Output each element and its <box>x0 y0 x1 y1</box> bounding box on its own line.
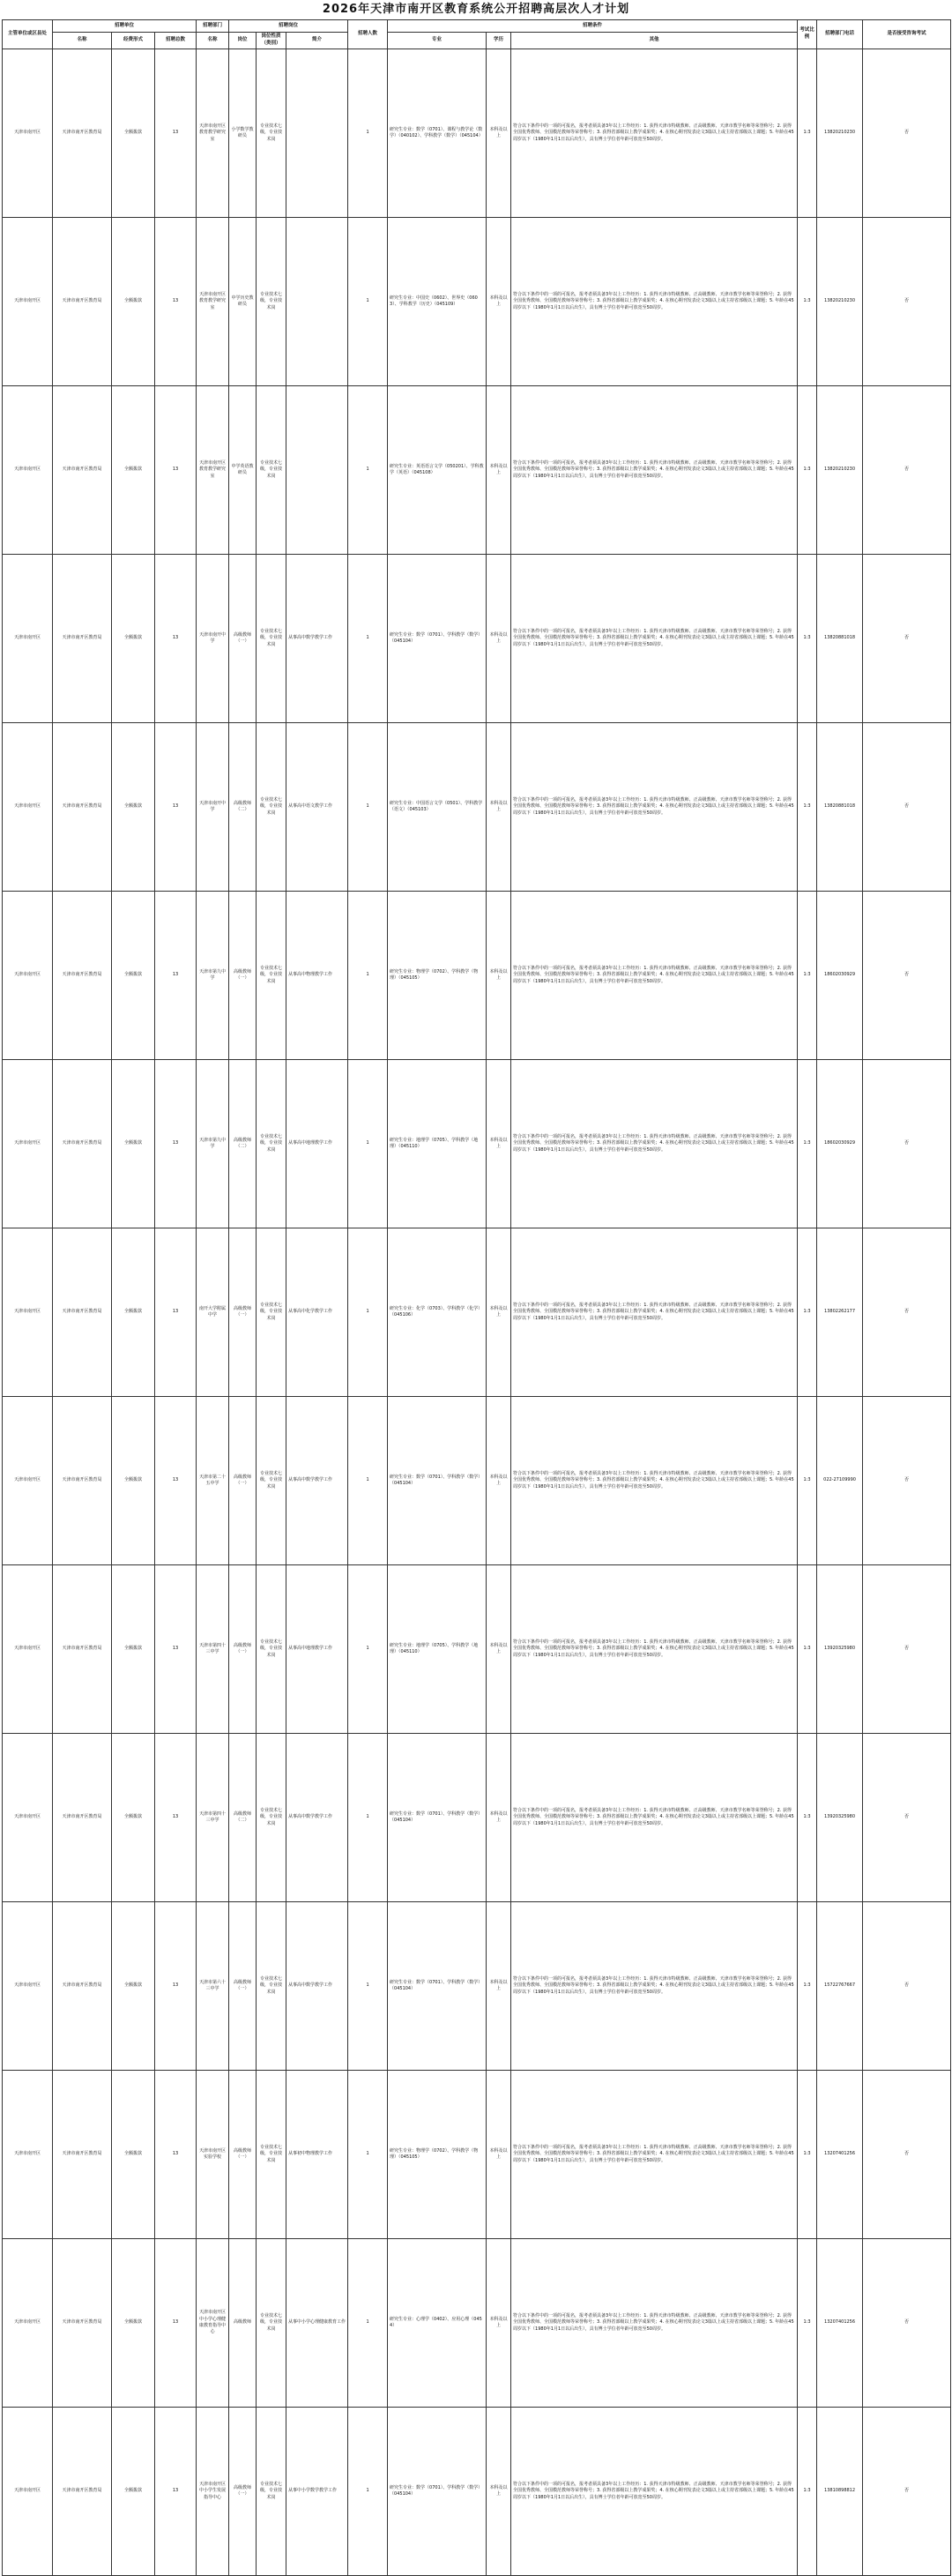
cell-phone: 13820210230 <box>817 217 863 385</box>
cell-superior: 天津市南开区 <box>3 891 53 1059</box>
cell-post-name: 高级教师（一） <box>229 1396 257 1564</box>
cell-superior: 天津市南开区 <box>3 1901 53 2070</box>
cell-superior: 天津市南开区 <box>3 1396 53 1564</box>
cell-other: 符合以下条件中的一项的可报名，报考者须具备3年以上工作经历：1. 获得天津市特级教师、正高级教师、天津市教学名师等荣誉称号；2. 获得全国优秀教师、全国模范教师等荣誉称号；3. 获得省部级以上教学成果奖；4. 在核心期刊发表论文3篇以上或主持省部级以上课题；5. 年龄在45周岁以下（1980年1月1日以后出生），具有博士学位者年龄可放宽至50周岁。 <box>511 1733 798 1901</box>
cell-unit-name: 天津市南开区教育局 <box>53 722 112 891</box>
cell-exam: 1:3 <box>798 722 817 891</box>
cell-consult: 否 <box>863 49 951 217</box>
cell-exam: 1:3 <box>798 2238 817 2407</box>
cell-brief: 从事高中地理教学工作 <box>286 1564 348 1733</box>
header-brief: 简介 <box>286 33 348 49</box>
cell-education: 本科及以上 <box>487 554 511 722</box>
cell-brief: 从事中小学心理健康教育工作 <box>286 2238 348 2407</box>
table-row <box>3 1396 951 1564</box>
cell-funding: 全额拨款 <box>112 2070 155 2238</box>
cell-phone: 13207401256 <box>817 2070 863 2238</box>
cell-other: 符合以下条件中的一项的可报名，报考者须具备3年以上工作经历：1. 获得天津市特级教师、正高级教师、天津市教学名师等荣誉称号；2. 获得全国优秀教师、全国模范教师等荣誉称号；3. 获得省部级以上教学成果奖；4. 在核心期刊发表论文3篇以上或主持省部级以上课题；5. 年龄在45周岁以下（1980年1月1日以后出生），具有博士学位者年龄可放宽至50周岁。 <box>511 554 798 722</box>
cell-total: 13 <box>155 2238 197 2407</box>
cell-post-name: 高级教师（一） <box>229 2407 257 2575</box>
cell-superior: 天津市南开区 <box>3 2070 53 2238</box>
header-other: 其他 <box>511 33 798 49</box>
cell-brief: 从事高中数学教学工作 <box>286 1733 348 1901</box>
cell-count: 1 <box>348 385 388 554</box>
cell-post-name: 高级教师（二） <box>229 1733 257 1901</box>
header-major: 专业 <box>388 33 487 49</box>
cell-major: 研究生专业：中国语言文学（0501）、学科教学（语文）（045103） <box>388 722 487 891</box>
cell-exam: 1:3 <box>798 891 817 1059</box>
cell-post-type: 专业技术七级，专业技术岗 <box>257 217 286 385</box>
cell-dept-name: 天津市第四十三中学 <box>197 1564 229 1733</box>
header-dept-name: 名称 <box>197 33 229 49</box>
cell-major: 研究生专业：地理学（0705）、学科教学（地理）（045110） <box>388 1059 487 1228</box>
cell-unit-name: 天津市南开区教育局 <box>53 49 112 217</box>
cell-post-name: 高级教师（二） <box>229 722 257 891</box>
cell-other: 符合以下条件中的一项的可报名，报考者须具备3年以上工作经历：1. 获得天津市特级教师、正高级教师、天津市教学名师等荣誉称号；2. 获得全国优秀教师、全国模范教师等荣誉称号；3. 获得省部级以上教学成果奖；4. 在核心期刊发表论文3篇以上或主持省部级以上课题；5. 年龄在45周岁以下（1980年1月1日以后出生），具有博士学位者年龄可放宽至50周岁。 <box>511 2238 798 2407</box>
cell-funding: 全额拨款 <box>112 49 155 217</box>
table-row <box>3 891 951 1059</box>
cell-total: 13 <box>155 49 197 217</box>
cell-dept-name: 天津市南开中学 <box>197 722 229 891</box>
cell-exam: 1:3 <box>798 1564 817 1733</box>
cell-major: 研究生专业：数学（0701）、学科教学（数学）（045104） <box>388 1733 487 1901</box>
cell-dept-name: 天津市第六十三中学 <box>197 1901 229 2070</box>
table-row <box>3 2238 951 2407</box>
header-consult: 是否接受咨询考试 <box>863 20 951 49</box>
cell-total: 13 <box>155 2407 197 2575</box>
cell-total: 13 <box>155 722 197 891</box>
cell-unit-name: 天津市南开区教育局 <box>53 554 112 722</box>
cell-unit-name: 天津市南开区教育局 <box>53 1901 112 2070</box>
cell-dept-name: 天津市第九中学 <box>197 891 229 1059</box>
header-phone: 招聘部门电话 <box>817 20 863 49</box>
cell-unit-name: 天津市南开区教育局 <box>53 2238 112 2407</box>
cell-unit-name: 天津市南开区教育局 <box>53 2070 112 2238</box>
cell-phone: 13920325980 <box>817 1564 863 1733</box>
cell-count: 1 <box>348 1733 388 1901</box>
cell-major: 研究生专业：数学（0701）、学科教学（数学）（045104） <box>388 2407 487 2575</box>
cell-post-type: 专业技术七级，专业技术岗 <box>257 385 286 554</box>
cell-brief <box>286 217 348 385</box>
cell-count: 1 <box>348 1564 388 1733</box>
cell-count: 1 <box>348 1396 388 1564</box>
cell-unit-name: 天津市南开区教育局 <box>53 1228 112 1396</box>
cell-major: 研究生专业：数学（0701）、学科教学（数学）（045104） <box>388 554 487 722</box>
cell-consult: 否 <box>863 2070 951 2238</box>
cell-total: 13 <box>155 1396 197 1564</box>
cell-other: 符合以下条件中的一项的可报名，报考者须具备3年以上工作经历：1. 获得天津市特级教师、正高级教师、天津市教学名师等荣誉称号；2. 获得全国优秀教师、全国模范教师等荣誉称号；3. 获得省部级以上教学成果奖；4. 在核心期刊发表论文3篇以上或主持省部级以上课题；5. 年龄在45周岁以下（1980年1月1日以后出生），具有博士学位者年龄可放宽至50周岁。 <box>511 49 798 217</box>
header-education: 学历 <box>487 33 511 49</box>
cell-education: 本科及以上 <box>487 49 511 217</box>
cell-education: 本科及以上 <box>487 2070 511 2238</box>
cell-post-name: 高级教师（一） <box>229 1228 257 1396</box>
cell-post-type: 专业技术七级，专业技术岗 <box>257 2238 286 2407</box>
cell-superior: 天津市南开区 <box>3 722 53 891</box>
cell-major: 研究生专业：化学（0703）、学科教学（化学）（045106） <box>388 1228 487 1396</box>
cell-exam: 1:3 <box>798 49 817 217</box>
cell-unit-name: 天津市南开区教育局 <box>53 2407 112 2575</box>
cell-total: 13 <box>155 217 197 385</box>
cell-other: 符合以下条件中的一项的可报名，报考者须具备3年以上工作经历：1. 获得天津市特级教师、正高级教师、天津市教学名师等荣誉称号；2. 获得全国优秀教师、全国模范教师等荣誉称号；3. 获得省部级以上教学成果奖；4. 在核心期刊发表论文3篇以上或主持省部级以上课题；5. 年龄在45周岁以下（1980年1月1日以后出生），具有博士学位者年龄可放宽至50周岁。 <box>511 1396 798 1564</box>
cell-total: 13 <box>155 1733 197 1901</box>
cell-count: 1 <box>348 2070 388 2238</box>
header-unit-name: 名称 <box>53 33 112 49</box>
cell-post-name: 高级教师（一） <box>229 554 257 722</box>
cell-consult: 否 <box>863 217 951 385</box>
cell-total: 13 <box>155 891 197 1059</box>
cell-exam: 1:3 <box>798 1733 817 1901</box>
cell-post-type: 专业技术七级，专业技术岗 <box>257 722 286 891</box>
cell-post-type: 专业技术七级，专业技术岗 <box>257 2070 286 2238</box>
cell-phone: 18602030929 <box>817 1059 863 1228</box>
cell-superior: 天津市南开区 <box>3 2238 53 2407</box>
cell-unit-name: 天津市南开区教育局 <box>53 1733 112 1901</box>
cell-dept-name: 天津市南开区实验学校 <box>197 2070 229 2238</box>
cell-funding: 全额拨款 <box>112 554 155 722</box>
cell-exam: 1:3 <box>798 1059 817 1228</box>
cell-brief: 从事高中语文教学工作 <box>286 722 348 891</box>
cell-exam: 1:3 <box>798 554 817 722</box>
cell-consult: 否 <box>863 385 951 554</box>
cell-other: 符合以下条件中的一项的可报名，报考者须具备3年以上工作经历：1. 获得天津市特级教师、正高级教师、天津市教学名师等荣誉称号；2. 获得全国优秀教师、全国模范教师等荣誉称号；3. 获得省部级以上教学成果奖；4. 在核心期刊发表论文3篇以上或主持省部级以上课题；5. 年龄在45周岁以下（1980年1月1日以后出生），具有博士学位者年龄可放宽至50周岁。 <box>511 891 798 1059</box>
cell-dept-name: 天津市南开区教育教学研究室 <box>197 385 229 554</box>
cell-major: 研究生专业：英语语言文学（050201）、学科教学（英语）（045108） <box>388 385 487 554</box>
cell-dept-name: 天津市南开区教育教学研究室 <box>197 49 229 217</box>
cell-funding: 全额拨款 <box>112 1059 155 1228</box>
cell-post-name: 高级教师（二） <box>229 1059 257 1228</box>
cell-phone: 18602030929 <box>817 891 863 1059</box>
cell-unit-name: 天津市南开区教育局 <box>53 217 112 385</box>
cell-total: 13 <box>155 1228 197 1396</box>
cell-superior: 天津市南开区 <box>3 1564 53 1733</box>
cell-consult: 否 <box>863 722 951 891</box>
cell-phone: 13820881018 <box>817 722 863 891</box>
cell-total: 13 <box>155 1059 197 1228</box>
cell-education: 本科及以上 <box>487 1901 511 2070</box>
cell-post-name: 高级教师（一） <box>229 1901 257 2070</box>
cell-dept-name: 天津市南开中学 <box>197 554 229 722</box>
cell-dept-name: 天津市南开区中小学生发展指导中心 <box>197 2407 229 2575</box>
cell-brief: 从事高中物理教学工作 <box>286 891 348 1059</box>
cell-post-type: 专业技术七级，专业技术岗 <box>257 2407 286 2575</box>
cell-other: 符合以下条件中的一项的可报名，报考者须具备3年以上工作经历：1. 获得天津市特级教师、正高级教师、天津市教学名师等荣誉称号；2. 获得全国优秀教师、全国模范教师等荣誉称号；3. 获得省部级以上教学成果奖；4. 在核心期刊发表论文3篇以上或主持省部级以上课题；5. 年龄在45周岁以下（1980年1月1日以后出生），具有博士学位者年龄可放宽至50周岁。 <box>511 1228 798 1396</box>
cell-post-type: 专业技术七级，专业技术岗 <box>257 49 286 217</box>
cell-unit-name: 天津市南开区教育局 <box>53 1564 112 1733</box>
cell-superior: 天津市南开区 <box>3 1228 53 1396</box>
cell-superior: 天津市南开区 <box>3 217 53 385</box>
cell-brief <box>286 385 348 554</box>
cell-education: 本科及以上 <box>487 2238 511 2407</box>
cell-superior: 天津市南开区 <box>3 49 53 217</box>
cell-count: 1 <box>348 2238 388 2407</box>
cell-total: 13 <box>155 385 197 554</box>
cell-brief: 从事高中地理教学工作 <box>286 1059 348 1228</box>
cell-post-name: 高级教师（一） <box>229 2070 257 2238</box>
cell-count: 1 <box>348 722 388 891</box>
table-row <box>3 49 951 217</box>
cell-count: 1 <box>348 1059 388 1228</box>
cell-consult: 否 <box>863 1564 951 1733</box>
cell-major: 研究生专业：数学（0701）、学科教学（数学）（045104） <box>388 1396 487 1564</box>
cell-other: 符合以下条件中的一项的可报名，报考者须具备3年以上工作经历：1. 获得天津市特级教师、正高级教师、天津市教学名师等荣誉称号；2. 获得全国优秀教师、全国模范教师等荣誉称号；3. 获得省部级以上教学成果奖；4. 在核心期刊发表论文3篇以上或主持省部级以上课题；5. 年龄在45周岁以下（1980年1月1日以后出生），具有博士学位者年龄可放宽至50周岁。 <box>511 1564 798 1733</box>
table-row <box>3 2070 951 2238</box>
cell-education: 本科及以上 <box>487 1228 511 1396</box>
cell-unit-name: 天津市南开区教育局 <box>53 385 112 554</box>
cell-post-name: 中学英语教研员 <box>229 385 257 554</box>
cell-funding: 全额拨款 <box>112 1396 155 1564</box>
table-row <box>3 1228 951 1396</box>
cell-funding: 全额拨款 <box>112 2407 155 2575</box>
cell-funding: 全额拨款 <box>112 1228 155 1396</box>
header-group-dept: 招聘部门 <box>197 20 229 33</box>
cell-other: 符合以下条件中的一项的可报名，报考者须具备3年以上工作经历：1. 获得天津市特级教师、正高级教师、天津市教学名师等荣誉称号；2. 获得全国优秀教师、全国模范教师等荣誉称号；3. 获得省部级以上教学成果奖；4. 在核心期刊发表论文3篇以上或主持省部级以上课题；5. 年龄在45周岁以下（1980年1月1日以后出生），具有博士学位者年龄可放宽至50周岁。 <box>511 217 798 385</box>
cell-funding: 全额拨款 <box>112 1901 155 2070</box>
cell-other: 符合以下条件中的一项的可报名，报考者须具备3年以上工作经历：1. 获得天津市特级教师、正高级教师、天津市教学名师等荣誉称号；2. 获得全国优秀教师、全国模范教师等荣誉称号；3. 获得省部级以上教学成果奖；4. 在核心期刊发表论文3篇以上或主持省部级以上课题；5. 年龄在45周岁以下（1980年1月1日以后出生），具有博士学位者年龄可放宽至50周岁。 <box>511 2070 798 2238</box>
header-group-unit: 招聘单位 <box>53 20 197 33</box>
cell-dept-name: 天津市第四十三中学 <box>197 1733 229 1901</box>
table-row <box>3 385 951 554</box>
cell-major: 研究生专业：心理学（0402）、应用心理（0454） <box>388 2238 487 2407</box>
cell-other: 符合以下条件中的一项的可报名，报考者须具备3年以上工作经历：1. 获得天津市特级教师、正高级教师、天津市教学名师等荣誉称号；2. 获得全国优秀教师、全国模范教师等荣誉称号；3. 获得省部级以上教学成果奖；4. 在核心期刊发表论文3篇以上或主持省部级以上课题；5. 年龄在45周岁以下（1980年1月1日以后出生），具有博士学位者年龄可放宽至50周岁。 <box>511 385 798 554</box>
cell-brief: 从事高中数学教学工作 <box>286 554 348 722</box>
cell-consult: 否 <box>863 891 951 1059</box>
cell-count: 1 <box>348 554 388 722</box>
cell-count: 1 <box>348 1228 388 1396</box>
cell-brief: 从事高中数学教学工作 <box>286 1901 348 2070</box>
cell-phone: 13207401256 <box>817 2238 863 2407</box>
cell-post-type: 专业技术七级，专业技术岗 <box>257 1901 286 2070</box>
cell-brief: 从事中小学数学教学工作 <box>286 2407 348 2575</box>
cell-education: 本科及以上 <box>487 2407 511 2575</box>
cell-dept-name: 天津市南开区教育教学研究室 <box>197 217 229 385</box>
cell-count: 1 <box>348 217 388 385</box>
cell-other: 符合以下条件中的一项的可报名，报考者须具备3年以上工作经历：1. 获得天津市特级教师、正高级教师、天津市教学名师等荣誉称号；2. 获得全国优秀教师、全国模范教师等荣誉称号；3. 获得省部级以上教学成果奖；4. 在核心期刊发表论文3篇以上或主持省部级以上课题；5. 年龄在45周岁以下（1980年1月1日以后出生），具有博士学位者年龄可放宽至50周岁。 <box>511 722 798 891</box>
cell-total: 13 <box>155 1564 197 1733</box>
table-row <box>3 1733 951 1901</box>
cell-funding: 全额拨款 <box>112 385 155 554</box>
cell-major: 研究生专业：物理学（0702）、学科教学（物理）（045105） <box>388 2070 487 2238</box>
cell-major: 研究生专业：中国史（0602）、世界史（0603）、学科教学（历史）（045109） <box>388 217 487 385</box>
cell-brief: 从事高中数学教学工作 <box>286 1396 348 1564</box>
cell-education: 本科及以上 <box>487 722 511 891</box>
cell-phone: 022-27109990 <box>817 1396 863 1564</box>
cell-post-name: 高级教师（一） <box>229 891 257 1059</box>
cell-dept-name: 天津市第九中学 <box>197 1059 229 1228</box>
cell-post-type: 专业技术七级，专业技术岗 <box>257 1059 286 1228</box>
cell-unit-name: 天津市南开区教育局 <box>53 891 112 1059</box>
cell-brief: 从事初中物理教学工作 <box>286 2070 348 2238</box>
cell-superior: 天津市南开区 <box>3 1059 53 1228</box>
cell-funding: 全额拨款 <box>112 891 155 1059</box>
cell-post-name: 高级教师（一） <box>229 1564 257 1733</box>
cell-count: 1 <box>348 2407 388 2575</box>
cell-post-type: 专业技术七级，专业技术岗 <box>257 891 286 1059</box>
cell-phone: 13920325980 <box>817 1733 863 1901</box>
header-group-post: 招聘岗位 <box>229 20 348 33</box>
cell-consult: 否 <box>863 1396 951 1564</box>
cell-post-name: 高级教师 <box>229 2238 257 2407</box>
header-post-name: 岗位 <box>229 33 257 49</box>
cell-unit-name: 天津市南开区教育局 <box>53 1396 112 1564</box>
cell-education: 本科及以上 <box>487 217 511 385</box>
cell-education: 本科及以上 <box>487 1564 511 1733</box>
cell-phone: 13820881018 <box>817 554 863 722</box>
cell-brief: 从事高中化学教学工作 <box>286 1228 348 1396</box>
cell-consult: 否 <box>863 1901 951 2070</box>
cell-education: 本科及以上 <box>487 1733 511 1901</box>
cell-total: 13 <box>155 2070 197 2238</box>
cell-consult: 否 <box>863 1733 951 1901</box>
cell-count: 1 <box>348 891 388 1059</box>
table-row <box>3 722 951 891</box>
cell-consult: 否 <box>863 2238 951 2407</box>
cell-brief <box>286 49 348 217</box>
recruitment-table <box>2 19 951 2576</box>
cell-post-type: 专业技术七级，专业技术岗 <box>257 1733 286 1901</box>
cell-funding: 全额拨款 <box>112 1564 155 1733</box>
cell-total: 13 <box>155 1901 197 2070</box>
cell-other: 符合以下条件中的一项的可报名，报考者须具备3年以上工作经历：1. 获得天津市特级教师、正高级教师、天津市教学名师等荣誉称号；2. 获得全国优秀教师、全国模范教师等荣誉称号；3. 获得省部级以上教学成果奖；4. 在核心期刊发表论文3篇以上或主持省部级以上课题；5. 年龄在45周岁以下（1980年1月1日以后出生），具有博士学位者年龄可放宽至50周岁。 <box>511 1059 798 1228</box>
page-title: 2026年天津市南开区教育系统公开招聘高层次人才计划 <box>322 3 630 16</box>
header-funding: 经费形式 <box>112 33 155 49</box>
cell-phone: 15722767667 <box>817 1901 863 2070</box>
cell-funding: 全额拨款 <box>112 1733 155 1901</box>
cell-major: 研究生专业：数学（0701）、学科教学（数学）（045104） <box>388 1901 487 2070</box>
cell-funding: 全额拨款 <box>112 722 155 891</box>
cell-other: 符合以下条件中的一项的可报名，报考者须具备3年以上工作经历：1. 获得天津市特级教师、正高级教师、天津市教学名师等荣誉称号；2. 获得全国优秀教师、全国模范教师等荣誉称号；3. 获得省部级以上教学成果奖；4. 在核心期刊发表论文3篇以上或主持省部级以上课题；5. 年龄在45周岁以下（1980年1月1日以后出生），具有博士学位者年龄可放宽至50周岁。 <box>511 1901 798 2070</box>
table-row <box>3 1564 951 1733</box>
cell-consult: 否 <box>863 1059 951 1228</box>
cell-exam: 1:3 <box>798 1228 817 1396</box>
header-superior: 主管单位或区县处 <box>3 20 53 49</box>
cell-major: 研究生专业：地理学（0705）、学科教学（地理）（045110） <box>388 1564 487 1733</box>
cell-exam: 1:3 <box>798 1901 817 2070</box>
cell-phone: 13810898812 <box>817 2407 863 2575</box>
table-row <box>3 1901 951 2070</box>
cell-exam: 1:3 <box>798 217 817 385</box>
header-count: 招聘人数 <box>348 20 388 49</box>
cell-total: 13 <box>155 554 197 722</box>
cell-phone: 13820210230 <box>817 385 863 554</box>
header-ratio: 招聘总数 <box>155 33 197 49</box>
cell-dept-name: 天津市第二十五中学 <box>197 1396 229 1564</box>
cell-phone: 13820210230 <box>817 49 863 217</box>
cell-exam: 1:3 <box>798 385 817 554</box>
header-exam: 考试比例 <box>798 20 817 49</box>
cell-superior: 天津市南开区 <box>3 2407 53 2575</box>
cell-exam: 1:3 <box>798 2070 817 2238</box>
cell-consult: 否 <box>863 2407 951 2575</box>
cell-other: 符合以下条件中的一项的可报名，报考者须具备3年以上工作经历：1. 获得天津市特级教师、正高级教师、天津市教学名师等荣誉称号；2. 获得全国优秀教师、全国模范教师等荣誉称号；3. 获得省部级以上教学成果奖；4. 在核心期刊发表论文3篇以上或主持省部级以上课题；5. 年龄在45周岁以下（1980年1月1日以后出生），具有博士学位者年龄可放宽至50周岁。 <box>511 2407 798 2575</box>
cell-post-type: 专业技术七级，专业技术岗 <box>257 554 286 722</box>
table-row <box>3 217 951 385</box>
table-row <box>3 2407 951 2575</box>
cell-consult: 否 <box>863 554 951 722</box>
cell-count: 1 <box>348 49 388 217</box>
table-row <box>3 1059 951 1228</box>
cell-superior: 天津市南开区 <box>3 385 53 554</box>
cell-post-type: 专业技术七级，专业技术岗 <box>257 1396 286 1564</box>
cell-education: 本科及以上 <box>487 385 511 554</box>
cell-funding: 全额拨款 <box>112 2238 155 2407</box>
cell-education: 本科及以上 <box>487 891 511 1059</box>
cell-superior: 天津市南开区 <box>3 1733 53 1901</box>
cell-unit-name: 天津市南开区教育局 <box>53 1059 112 1228</box>
cell-major: 研究生专业：数学（0701）、课程与教学论（数学）（040102）、学科教学（数学）（045104） <box>388 49 487 217</box>
cell-major: 研究生专业：物理学（0702）、学科教学（物理）（045105） <box>388 891 487 1059</box>
header-group-cond: 招聘条件 <box>388 20 798 33</box>
cell-education: 本科及以上 <box>487 1396 511 1564</box>
cell-count: 1 <box>348 1901 388 2070</box>
cell-exam: 1:3 <box>798 1396 817 1564</box>
cell-post-type: 专业技术七级，专业技术岗 <box>257 1228 286 1396</box>
cell-dept-name: 南开大学附属中学 <box>197 1228 229 1396</box>
cell-funding: 全额拨款 <box>112 217 155 385</box>
cell-post-name: 中学历史教研员 <box>229 217 257 385</box>
table-row <box>3 554 951 722</box>
cell-education: 本科及以上 <box>487 1059 511 1228</box>
header-post-type: 岗位性质（类别） <box>257 33 286 49</box>
cell-dept-name: 天津市南开区中小学心理健康教育指导中心 <box>197 2238 229 2407</box>
cell-exam: 1:3 <box>798 2407 817 2575</box>
cell-superior: 天津市南开区 <box>3 554 53 722</box>
cell-consult: 否 <box>863 1228 951 1396</box>
cell-post-name: 小学数学教研员 <box>229 49 257 217</box>
cell-phone: 13802262177 <box>817 1228 863 1396</box>
cell-post-type: 专业技术七级，专业技术岗 <box>257 1564 286 1733</box>
